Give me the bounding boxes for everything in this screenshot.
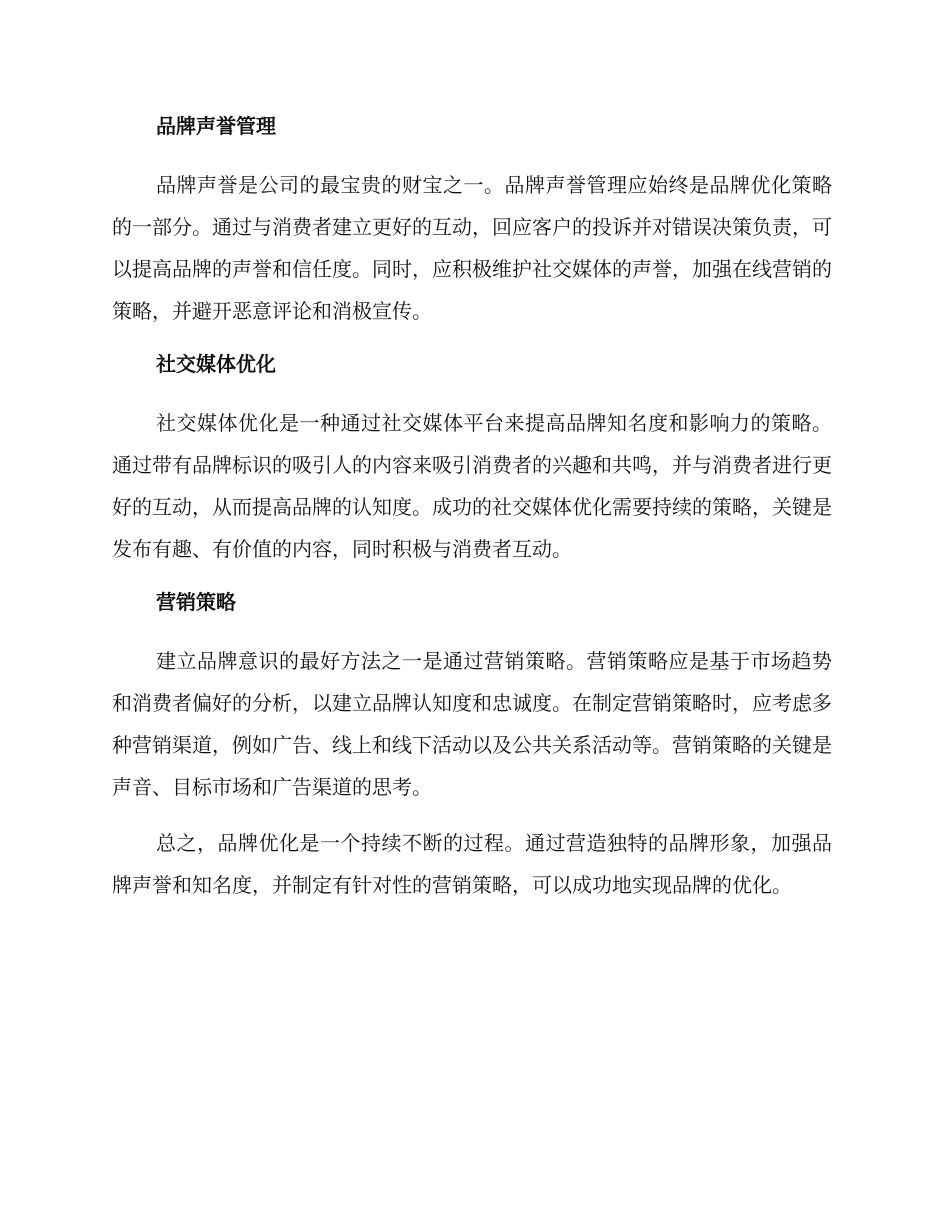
section-heading-brand-reputation: 品牌声誉管理: [156, 114, 276, 138]
conclusion-paragraph: 总之，品牌优化是一个持续不断的过程。通过营造独特的品牌形象，加强品牌声誉和知名度，并制定有针对性的营销策略，可以成功地实现品牌的优化。: [112, 831, 832, 897]
document-content: [112, 108, 832, 920]
section-paragraph-marketing: 建立品牌意识的最好方法之一是通过营销策略。营销策略应是基于市场趋势和消费者偏好的分析，以建立品牌认知度和忠诚度。在制定营销策略时，应考虑多种营销渠道，例如广告、线上和线下活动以及公共关系活动等。营销策略的关键是声音、目标市场和广告渠道的思考。: [112, 649, 832, 799]
section-heading-marketing: 营销策略: [156, 590, 236, 614]
section-paragraph-social-media: 社交媒体优化是一种通过社交媒体平台来提高品牌知名度和影响力的策略。通过带有品牌标识的吸引人的内容来吸引消费者的兴趣和共鸣，并与消费者进行更好的互动，从而提高品牌的认知度。成功的社交媒体优化需要持续的策略，关键是发布有趣、有价值的内容，同时积极与消费者互动。: [112, 411, 832, 561]
section-paragraph-brand-reputation: 品牌声誉是公司的最宝贵的财宝之一。品牌声誉管理应始终是品牌优化策略的一部分。通过与消费者建立更好的互动，回应客户的投诉并对错误决策负责，可以提高品牌的声誉和信任度。同时，应积极维护社交媒体的声誉，加强在线营销的策略，并避开恶意评论和消极宣传。: [112, 173, 832, 323]
section-heading-social-media: 社交媒体优化: [156, 352, 276, 376]
